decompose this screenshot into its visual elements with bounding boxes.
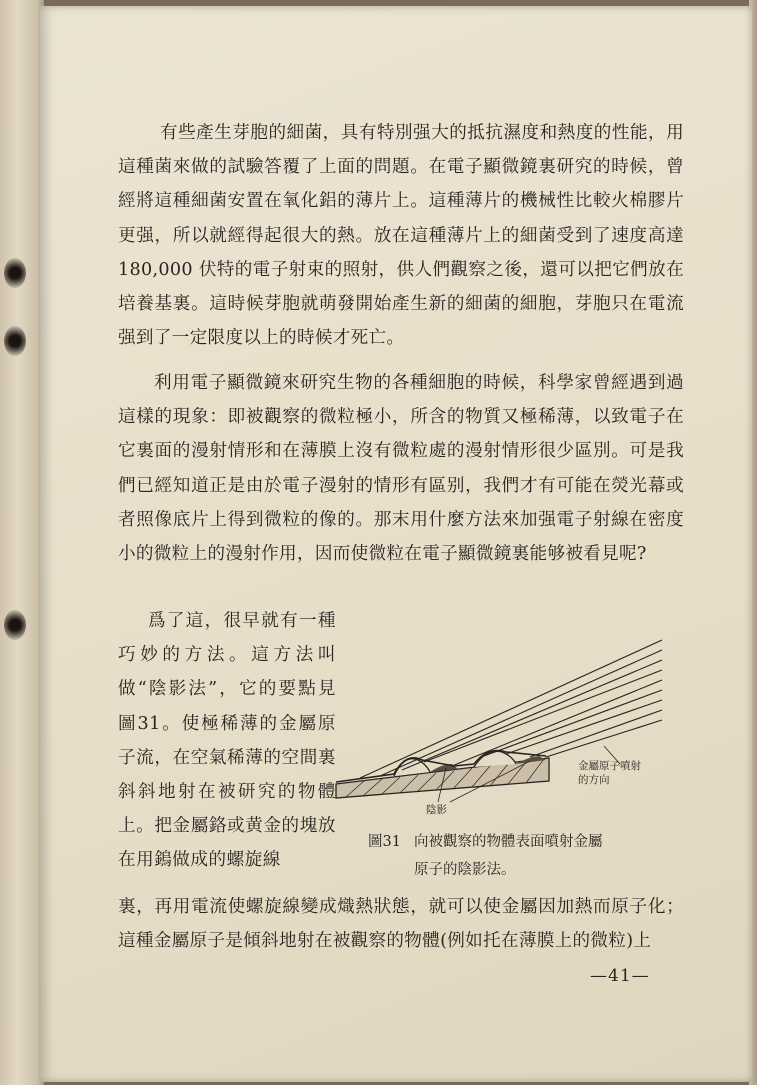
label-spray-direction-line2: 的方向 [578, 774, 610, 786]
caption-line-2: 原子的陰影法。 [414, 862, 516, 878]
stain-mark [4, 326, 26, 356]
page-number: —41— [590, 966, 650, 986]
paragraph-1: 有些產生芽胞的細菌，具有特別强大的抵抗濕度和熱度的性能，用這種菌來做的試驗答覆了上面的問題。在電子顯微鏡裏研究的時候，曾經將這種細菌安置在氧化鋁的薄片上。這種薄片的機械性比較火棉膠片更强，所以就經得起很大的熱。放在這種薄片上的細菌受到了速度高達 180,000 伏特的電子射束的照射，供人們觀察之後，還可以把它們放在培養基裏。這時候芽胞就萌發開始產生新的細菌的細胞，芽胞只在電流强到了一定限度以上的時候才死亡。 [118, 123, 684, 349]
figure-31-diagram [334, 636, 674, 826]
paragraph-2: 利用電子顯微鏡來研究生物的各種細胞的時候，科學家曾經遇到過這樣的現象：即被觀察的微粒極小，所含的物質又極稀薄，以致電子在它裏面的漫射情形和在薄膜上沒有微粒處的漫射情形很少區別。可是我們已經知道正是由於電子漫射的情形有區别，我們才有可能在熒光幕或者照像底片上得到微粒的像的。那末用什麼方法來加强電子射線在密度小的微粒上的漫射作用，因而使微粒在電子顯微鏡裏能够被看見呢? [118, 373, 684, 565]
caption-figure-number: 圖31 [368, 834, 401, 850]
stain-mark [4, 258, 26, 288]
caption-line-1: 向被觀察的物體表面噴射金屬 [414, 834, 603, 850]
book-spine-gutter [0, 0, 44, 1085]
label-shadow: 陰影 [426, 804, 447, 816]
figure-31-shadow-method [334, 636, 674, 826]
paragraph-4: 裏，再用電流使螺旋線變成熾熱狀態，就可以使金屬因加熱而原子化；這種金屬原子是傾斜地射在被觀察的物體(例如托在薄膜上的微粒)上 [118, 897, 684, 952]
paragraph-3: 爲了這，很早就有一種巧妙的方法。這方法叫做“陰影法”，它的要點見圖31。使極稀薄的金屬原子流，在空氣稀薄的空間裏斜斜地射在被研究的物體上。把金屬鉻或黄金的塊放在用鎢做成的螺旋線 [118, 611, 336, 871]
stain-mark [4, 610, 26, 640]
label-spray-direction-line1: 金屬原子噴射 [578, 760, 641, 772]
figure-caption [368, 828, 668, 884]
